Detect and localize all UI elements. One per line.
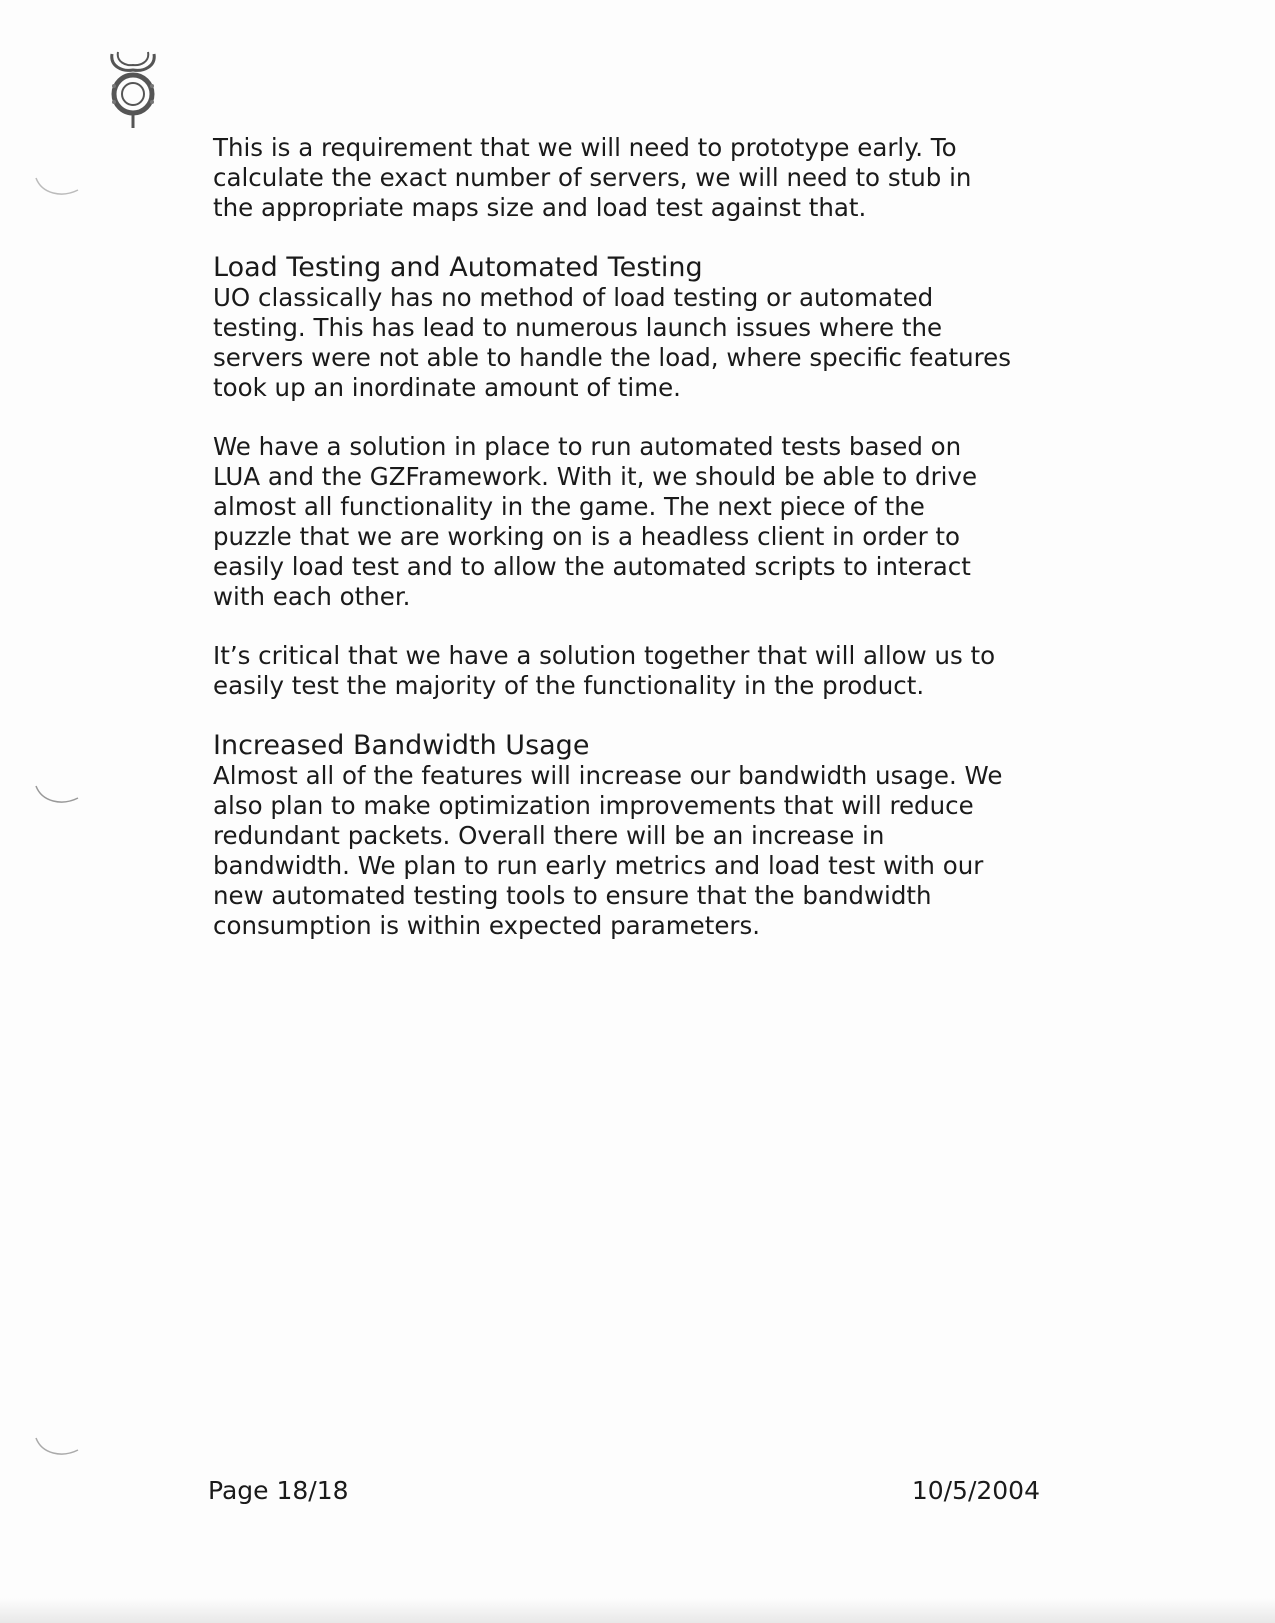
punch-hole-mark-icon — [34, 1432, 80, 1462]
page-number: Page 18/18 — [208, 1476, 349, 1505]
section-heading-bandwidth: Increased Bandwidth Usage — [213, 730, 590, 761]
intro-paragraph: This is a requirement that we will need to prototype early. To calculate the exact number of servers, we will need to stub in the appropriate maps size and load test against that. — [213, 133, 972, 222]
document-body — [213, 133, 1073, 970]
punch-hole-mark-icon — [34, 780, 80, 810]
paragraph: Almost all of the features will increase our bandwidth usage. We also plan to make optimization improvements that will reduce redundant packets. Overall there will be an increase in bandwidth. We plan to run early metrics and load test with our new automated testing tools to ensure that the bandwidth consumption is within expected parameters. — [213, 761, 1003, 940]
scan-edge-shadow — [0, 1598, 1275, 1623]
paragraph: We have a solution in place to run automated tests based on LUA and the GZFramework. With it, we should be able to drive almost all functionality in the game. The next piece of the puzzle that we are working on is a headless client in order to easily load test and to allow the automated scripts to interact with each other. — [213, 432, 978, 611]
section-heading-load-testing: Load Testing and Automated Testing — [213, 252, 703, 283]
paragraph: It’s critical that we have a solution together that will allow us to easily test the majority of the functionality in the product. — [213, 641, 996, 700]
paragraph: UO classically has no method of load testing or automated testing. This has lead to numerous launch issues where the servers were not able to handle the load, where specific features took up an inordinate amount of time. — [213, 283, 1011, 402]
punch-hole-mark-icon — [34, 172, 80, 202]
ornament-logo-icon — [100, 48, 166, 132]
footer-date: 10/5/2004 — [911, 1476, 1040, 1505]
